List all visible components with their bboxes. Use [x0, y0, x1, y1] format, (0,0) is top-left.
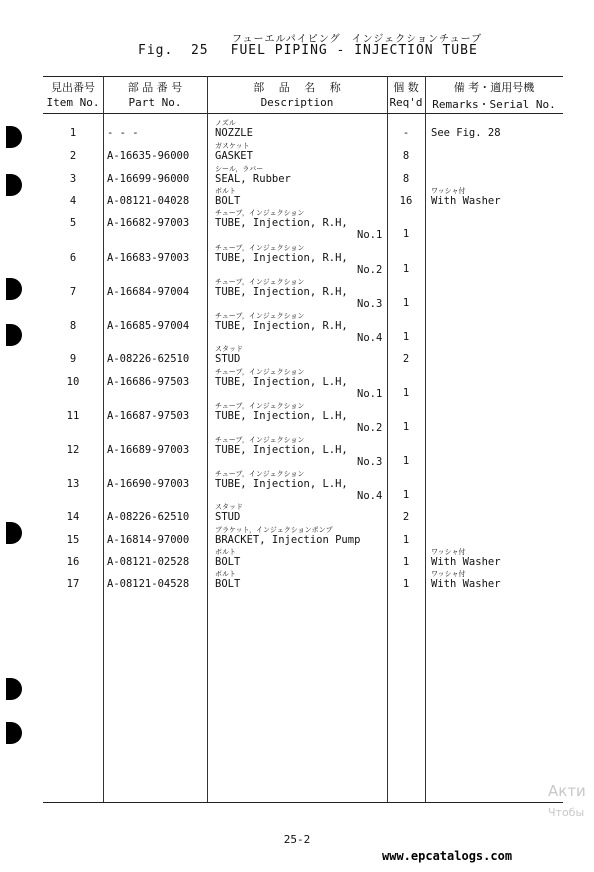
description: BOLT	[215, 195, 241, 207]
remarks: With Washer	[431, 578, 501, 590]
required-quantity: 1	[402, 489, 410, 501]
binder-hole-mark	[6, 324, 22, 346]
item-number: 17	[66, 578, 80, 590]
item-number: 5	[69, 217, 77, 229]
header-item-jp: 見出番号	[51, 81, 95, 94]
required-quantity: 1	[402, 421, 410, 433]
required-quantity: 1	[402, 455, 410, 467]
required-quantity: 2	[402, 511, 410, 523]
description: TUBE, Injection, L.H,	[215, 410, 348, 422]
description-japanese: ボルト	[215, 548, 236, 556]
page-title	[138, 43, 478, 58]
part-number: A-08121-02528	[107, 556, 190, 568]
description-position-number: No.2	[357, 264, 383, 276]
description: TUBE, Injection, L.H,	[215, 376, 348, 388]
binder-hole-mark	[6, 722, 22, 744]
description: TUBE, Injection, L.H,	[215, 478, 348, 490]
part-number: A-08226-62510	[107, 353, 190, 365]
description-japanese: ノズル	[215, 119, 236, 127]
remarks-japanese: ワッシャ付	[431, 548, 466, 556]
item-number: 15	[66, 534, 80, 546]
table-top-border	[43, 76, 563, 77]
description-japanese: ブラケット，インジェクションポンプ	[215, 526, 333, 534]
page-number: 25-2	[283, 833, 311, 846]
description: SEAL, Rubber	[215, 173, 291, 185]
item-number: 9	[69, 353, 77, 365]
part-number: A-08121-04028	[107, 195, 190, 207]
item-number: 1	[69, 127, 77, 139]
column-divider	[103, 76, 104, 802]
table-bottom-border	[43, 802, 563, 803]
header-qty-jp: 個 数	[393, 81, 419, 94]
part-number: A-08121-04528	[107, 578, 190, 590]
description-japanese: チューブ，インジェクション	[215, 278, 305, 286]
description-japanese: チューブ，インジェクション	[215, 470, 305, 478]
item-number: 7	[69, 286, 77, 298]
column-divider	[425, 76, 426, 802]
description-japanese: チューブ，インジェクション	[215, 312, 305, 320]
description-japanese: ボルト	[215, 187, 236, 195]
description-japanese: シール，ラバー	[215, 165, 264, 173]
binder-hole-mark	[6, 174, 22, 196]
description: NOZZLE	[215, 127, 253, 139]
required-quantity: 1	[402, 263, 410, 275]
figure-label: Fig. 25	[138, 43, 209, 58]
required-quantity: -	[402, 127, 410, 139]
remarks-japanese: ワッシャ付	[431, 570, 466, 578]
required-quantity: 1	[402, 228, 410, 240]
description-japanese: スタッド	[215, 503, 243, 511]
description-position-number: No.3	[357, 456, 383, 468]
part-number: - - -	[107, 127, 139, 139]
activation-watermark-subtext: Чтобы	[548, 806, 585, 819]
binder-hole-mark	[6, 126, 22, 148]
description-position-number: No.4	[357, 490, 383, 502]
remarks-japanese: ワッシャ付	[431, 187, 466, 195]
website-watermark: www.epcatalogs.com	[382, 849, 513, 863]
item-number: 13	[66, 478, 80, 490]
description: TUBE, Injection, R.H,	[215, 217, 348, 229]
item-number: 3	[69, 173, 77, 185]
item-number: 2	[69, 150, 77, 162]
required-quantity: 1	[402, 534, 410, 546]
required-quantity: 1	[402, 556, 410, 568]
description-japanese: チューブ，インジェクション	[215, 436, 305, 444]
header-description: Description	[260, 96, 334, 109]
column-divider	[207, 76, 208, 802]
binder-hole-mark	[6, 522, 22, 544]
description-position-number: No.1	[357, 229, 383, 241]
figure-title: FUEL PIPING - INJECTION TUBE	[230, 43, 478, 58]
required-quantity: 1	[402, 297, 410, 309]
header-remarks-jp: 備 考・適用号機	[453, 81, 535, 94]
part-number: A-16684-97004	[107, 286, 190, 298]
required-quantity: 16	[399, 195, 413, 207]
required-quantity: 8	[402, 173, 410, 185]
description: BRACKET, Injection Pump	[215, 534, 361, 546]
description-japanese: ボルト	[215, 570, 236, 578]
part-number: A-16699-96000	[107, 173, 190, 185]
page-title-japanese: フューエルパイピング インジェクションチューブ	[232, 34, 483, 45]
description: TUBE, Injection, R.H,	[215, 252, 348, 264]
description: TUBE, Injection, L.H,	[215, 444, 348, 456]
item-number: 14	[66, 511, 80, 523]
description: TUBE, Injection, R.H,	[215, 320, 348, 332]
description-japanese: ガスケット	[215, 142, 250, 150]
description: STUD	[215, 353, 241, 365]
description: STUD	[215, 511, 241, 523]
required-quantity: 8	[402, 150, 410, 162]
item-number: 16	[66, 556, 80, 568]
part-number: A-08226-62510	[107, 511, 190, 523]
part-number: A-16682-97003	[107, 217, 190, 229]
header-part-jp: 部 品 番 号	[127, 81, 183, 94]
remarks: See Fig. 28	[431, 127, 501, 139]
item-number: 11	[66, 410, 80, 422]
required-quantity: 1	[402, 331, 410, 343]
binder-hole-mark	[6, 678, 22, 700]
part-number: A-16689-97003	[107, 444, 190, 456]
description-position-number: No.3	[357, 298, 383, 310]
item-number: 4	[69, 195, 77, 207]
description-position-number: No.1	[357, 388, 383, 400]
description-japanese: チューブ，インジェクション	[215, 244, 305, 252]
description: BOLT	[215, 578, 241, 590]
required-quantity: 2	[402, 353, 410, 365]
part-number: A-16685-97004	[107, 320, 190, 332]
description-position-number: No.4	[357, 332, 383, 344]
item-number: 6	[69, 252, 77, 264]
header-remarks: Remarks・Serial No.	[432, 98, 556, 111]
part-number: A-16690-97003	[107, 478, 190, 490]
required-quantity: 1	[402, 578, 410, 590]
remarks: With Washer	[431, 195, 501, 207]
description-japanese: チューブ，インジェクション	[215, 209, 305, 217]
description-japanese: スタッド	[215, 345, 243, 353]
part-number: A-16635-96000	[107, 150, 190, 162]
description: TUBE, Injection, R.H,	[215, 286, 348, 298]
header-description-jp: 部 品 名 称	[253, 81, 341, 94]
activation-watermark: Акти	[548, 782, 586, 800]
item-number: 10	[66, 376, 80, 388]
table-header-divider	[43, 113, 563, 114]
description: BOLT	[215, 556, 241, 568]
binder-hole-mark	[6, 278, 22, 300]
header-qty: Req'd	[389, 96, 423, 109]
part-number: A-16687-97503	[107, 410, 190, 422]
item-number: 8	[69, 320, 77, 332]
description-japanese: チューブ，インジェクション	[215, 402, 305, 410]
header-item: Item No.	[46, 96, 100, 109]
required-quantity: 1	[402, 387, 410, 399]
part-number: A-16683-97003	[107, 252, 190, 264]
header-part: Part No.	[128, 96, 182, 109]
item-number: 12	[66, 444, 80, 456]
description-japanese: チューブ，インジェクション	[215, 368, 305, 376]
remarks: With Washer	[431, 556, 501, 568]
part-number: A-16686-97503	[107, 376, 190, 388]
part-number: A-16814-97000	[107, 534, 190, 546]
description-position-number: No.2	[357, 422, 383, 434]
description: GASKET	[215, 150, 253, 162]
